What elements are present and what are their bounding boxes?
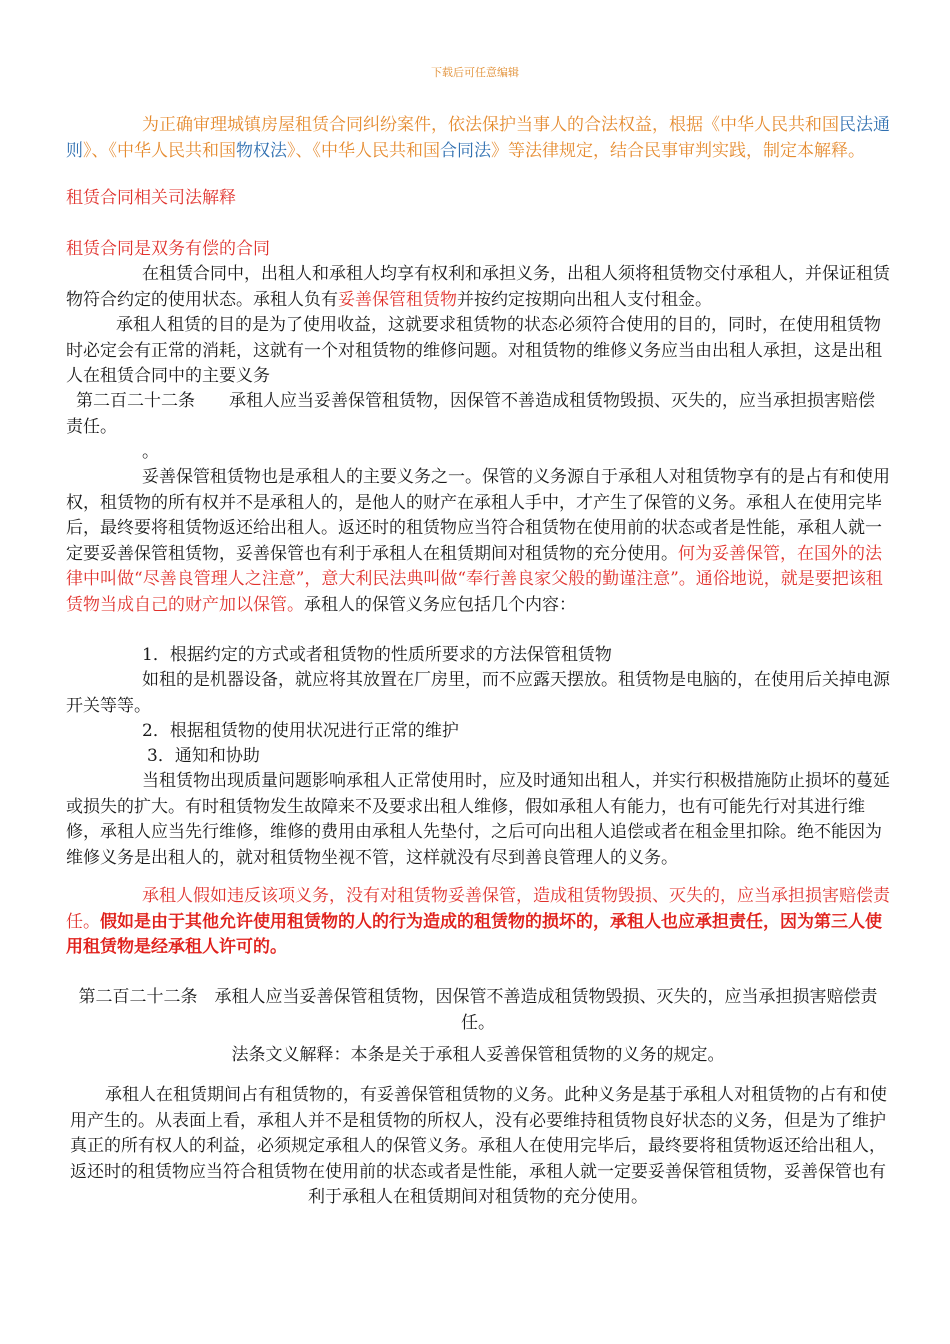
list-item-2: 2．根据租赁物的使用状况进行正常的维护 <box>142 721 459 741</box>
intro-text-1: 为正确审理城镇房屋租赁合同纠纷案件，依法保护当事人的合法权益，根据《中华人民共和国 <box>142 115 839 135</box>
intro-paragraph <box>66 113 890 164</box>
para4-text-b: 假如是由于其他允许使用租赁物的人的行为造成的租赁物的损坏的，承租人也应承担责任，因为第三人使用租赁物是经承租人许可的。 <box>66 911 882 957</box>
intro-text-4: 》等法律规定，结合民事审判实践，制定本解释。 <box>491 140 865 161</box>
para1-text-a: 在租赁合同中，出租人和承租人均享有权利和承担义务，出租人须将租赁物交付承租人，并保证租赁物符合约定的使用状态。承租人负有 <box>66 264 890 310</box>
link-property-law[interactable]: 物权法 <box>236 140 287 161</box>
intro-text-2: 》、《中华人民共和国 <box>83 140 236 161</box>
heading-bilateral-contract: 租赁合同是双务有偿的合同 <box>66 239 270 259</box>
explanation-title: 法条文义解释：本条是关于承租人妥善保管租赁物的义务的规定。 <box>231 1045 725 1065</box>
link-contract-law[interactable]: 合同法 <box>440 140 491 161</box>
heading-interpretation: 租赁合同相关司法解释 <box>66 188 236 208</box>
paragraph-rights-duties <box>66 262 890 313</box>
link-civil-law[interactable]: 民法通则 <box>66 115 890 161</box>
para1-highlight: 妥善保管租赁物 <box>338 289 457 310</box>
article-222-first: 第二百二十二条 承租人应当妥善保管租赁物，因保管不善造成租赁物毁损、灭失的，应当承担损害赔偿责任。 <box>66 391 875 437</box>
list-item-1-detail: 如租的是机器设备，就应将其放置在厂房里，而不应露天摆放。租赁物是电脑的，在使用后关掉电源开关等等。 <box>66 670 890 716</box>
para3-text-c: 承租人的保管义务应包括几个内容： <box>304 594 576 615</box>
paragraph-liability <box>66 884 890 961</box>
article-222-second: 第二百二十二条 承租人应当妥善保管租赁物，因保管不善造成租赁物毁损、灭失的，应当承担损害赔偿责任。 <box>78 987 878 1033</box>
para1-text-c: 并按约定按期向出租人支付租金。 <box>457 289 712 310</box>
paragraph-repair-duty: 承租人租赁的目的是为了使用收益，这就要求租赁物的状态必须符合使用的目的，同时，在使用租赁物时必定会有正常的消耗，这就有一个对租赁物的维修问题。对租赁物的维修义务应当由出租人承担，这是出租人在租赁合同中的主要义务 <box>66 315 882 386</box>
para3-text-a: 妥善保管租赁物也是承租人的主要义务之一。保管的义务源自于承租人对租赁物享有的是占有和使用权，租赁物的所有权并不是承租人的，是他人的财产在承租人手中，才产生了保管的义务。承租人在使用完毕后，最终要将租赁物返还给出租人。返还时的租赁物应当符合租赁物在使用前的状态或者是性能，承租人就一定要妥善保管租赁物，妥善保管也有利于承租人在租赁期间对租赁物的充分使用。 <box>66 467 890 564</box>
paragraph-explanation: 承租人在租赁期间占有租赁物的，有妥善保管租赁物的义务。此种义务是基于承租人对租赁物的占有和使用产生的。从表面上看，承租人并不是租赁物的所权人，没有必要维持租赁物良好状态的义务，但是为了维护真正的所有权人的利益，必须规定承租人的保管义务。承租人在使用完毕后，最终要将租赁物返还给出租人，返还时的租赁物应当符合租赁物在使用前的状态或者是性能，承租人就一定要妥善保管租赁物，妥善保管也有利于承租人在租赁期间对租赁物的充分使用。 <box>70 1085 887 1207</box>
para3-highlight: 何为妥善保管，在国外的法律中叫做“尽善良管理人之注意”，意大利民法典叫做“奉行善良家父般的勤谨注意”。通俗地说，就是要把该租赁物当成自己的财产加以保管。 <box>66 543 883 615</box>
page-header: 下载后可任意编辑 <box>431 66 519 79</box>
list-item-3-detail: 当租赁物出现质量问题影响承租人正常使用时，应及时通知出租人，并实行积极措施防止损坏的蔓延或损失的扩大。有时租赁物发生故障来不及要求出租人维修，假如承租人有能力，也有可能先行对其进行维修，承租人应当先行维修，维修的费用由承租人先垫付，之后可向出租人追偿或者在租金里扣除。绝不能因为维修义务是出租人的，就对租赁物坐视不管，这样就没有尽到善良管理人的义务。 <box>66 771 890 868</box>
stray-period: 。 <box>142 442 159 462</box>
paragraph-safekeeping <box>66 465 890 618</box>
list-item-3: 3．通知和协助 <box>147 746 260 766</box>
intro-text-3: 》、《中华人民共和国 <box>287 140 440 161</box>
para4-text-a: 承租人假如违反该项义务，没有对租赁物妥善保管，造成租赁物毁损、灭失的，应当承担损害赔偿责任。 <box>66 886 890 932</box>
list-item-1: 1．根据约定的方式或者租赁物的性质所要求的方法保管租赁物 <box>142 645 612 665</box>
